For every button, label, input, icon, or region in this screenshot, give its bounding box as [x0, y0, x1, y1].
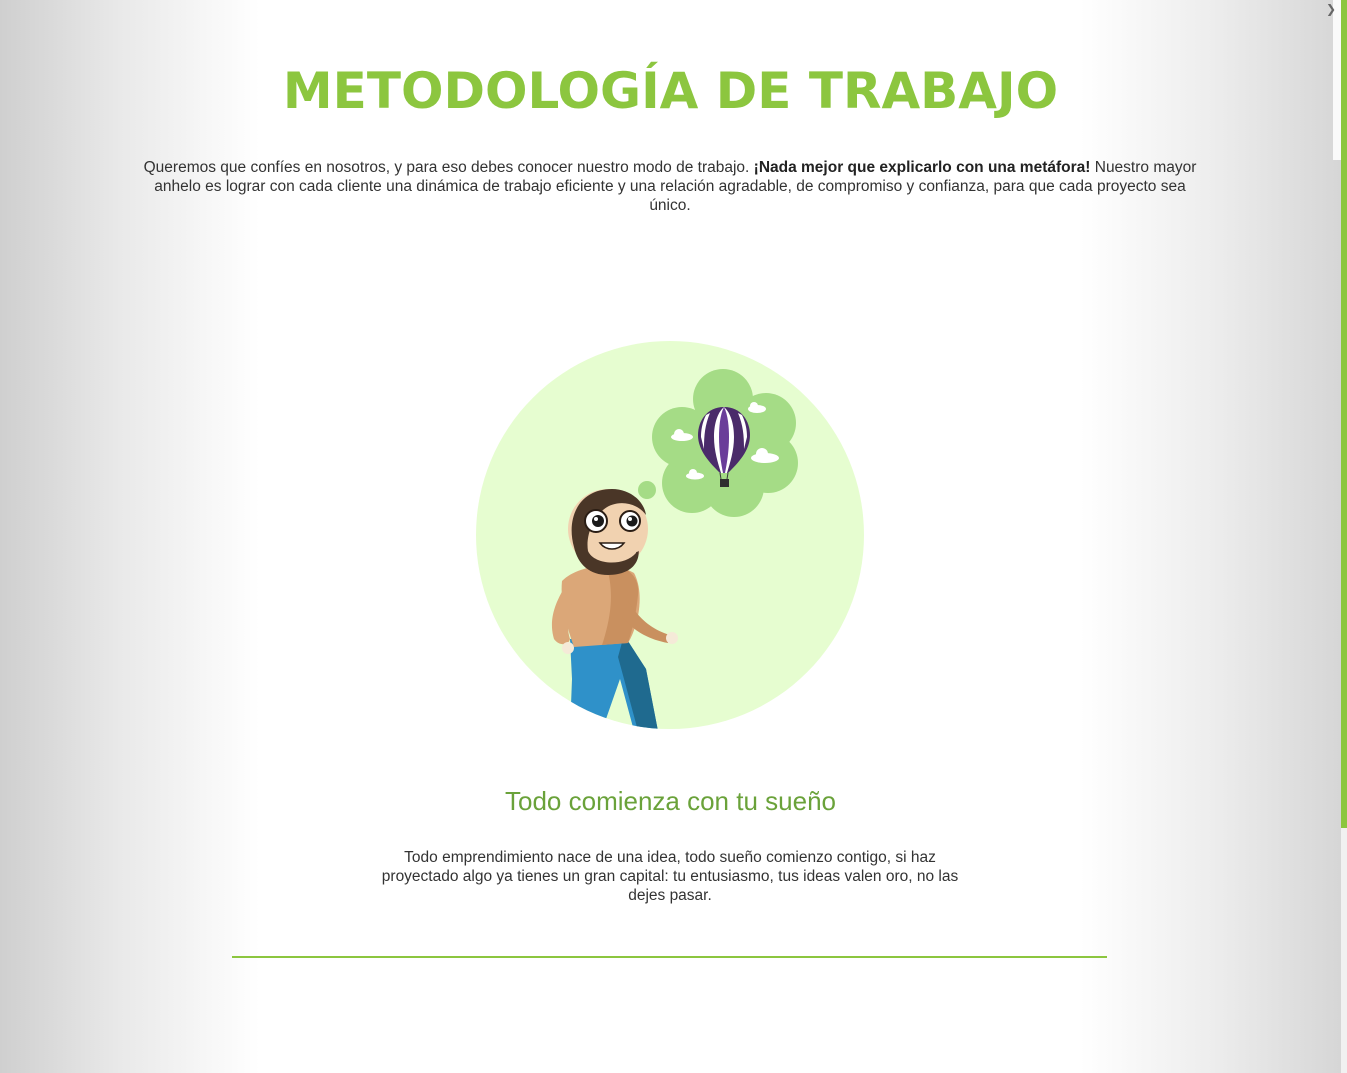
- side-panel-edge: [1326, 0, 1341, 160]
- intro-text-after: Nuestro mayor anhelo es lograr con cada cliente una dinámica de trabajo eficiente y una relación agradable, de compromiso y confianza, para que cada proyecto sea único.: [154, 159, 1197, 214]
- close-icon[interactable]: ❯: [1326, 2, 1337, 16]
- intro-text-before: Queremos que confíes en nosotros, y para eso debes conocer nuestro modo de trabajo.: [143, 159, 754, 176]
- illustration-background-circle: [476, 341, 864, 729]
- intro-paragraph: [140, 158, 1200, 215]
- dreaming-man-illustration: [474, 339, 866, 731]
- section-divider: [232, 956, 1107, 958]
- step-title: Todo comienza con tu sueño: [505, 786, 836, 816]
- intro-highlight: ¡Nada mejor que explicarlo con una metáfora!: [753, 159, 1091, 176]
- scrollbar-thumb[interactable]: [1341, 0, 1347, 828]
- page-title: METODOLOGÍA DE TRABAJO: [282, 62, 1059, 120]
- page-scrollbar[interactable]: [1341, 0, 1347, 1073]
- step-description: Todo emprendimiento nace de una idea, todo sueño comienzo contigo, si haz proyectado algo ya tienes un gran capital: tu entusiasmo, tus ideas valen oro, no las dejes pasar.: [381, 849, 959, 904]
